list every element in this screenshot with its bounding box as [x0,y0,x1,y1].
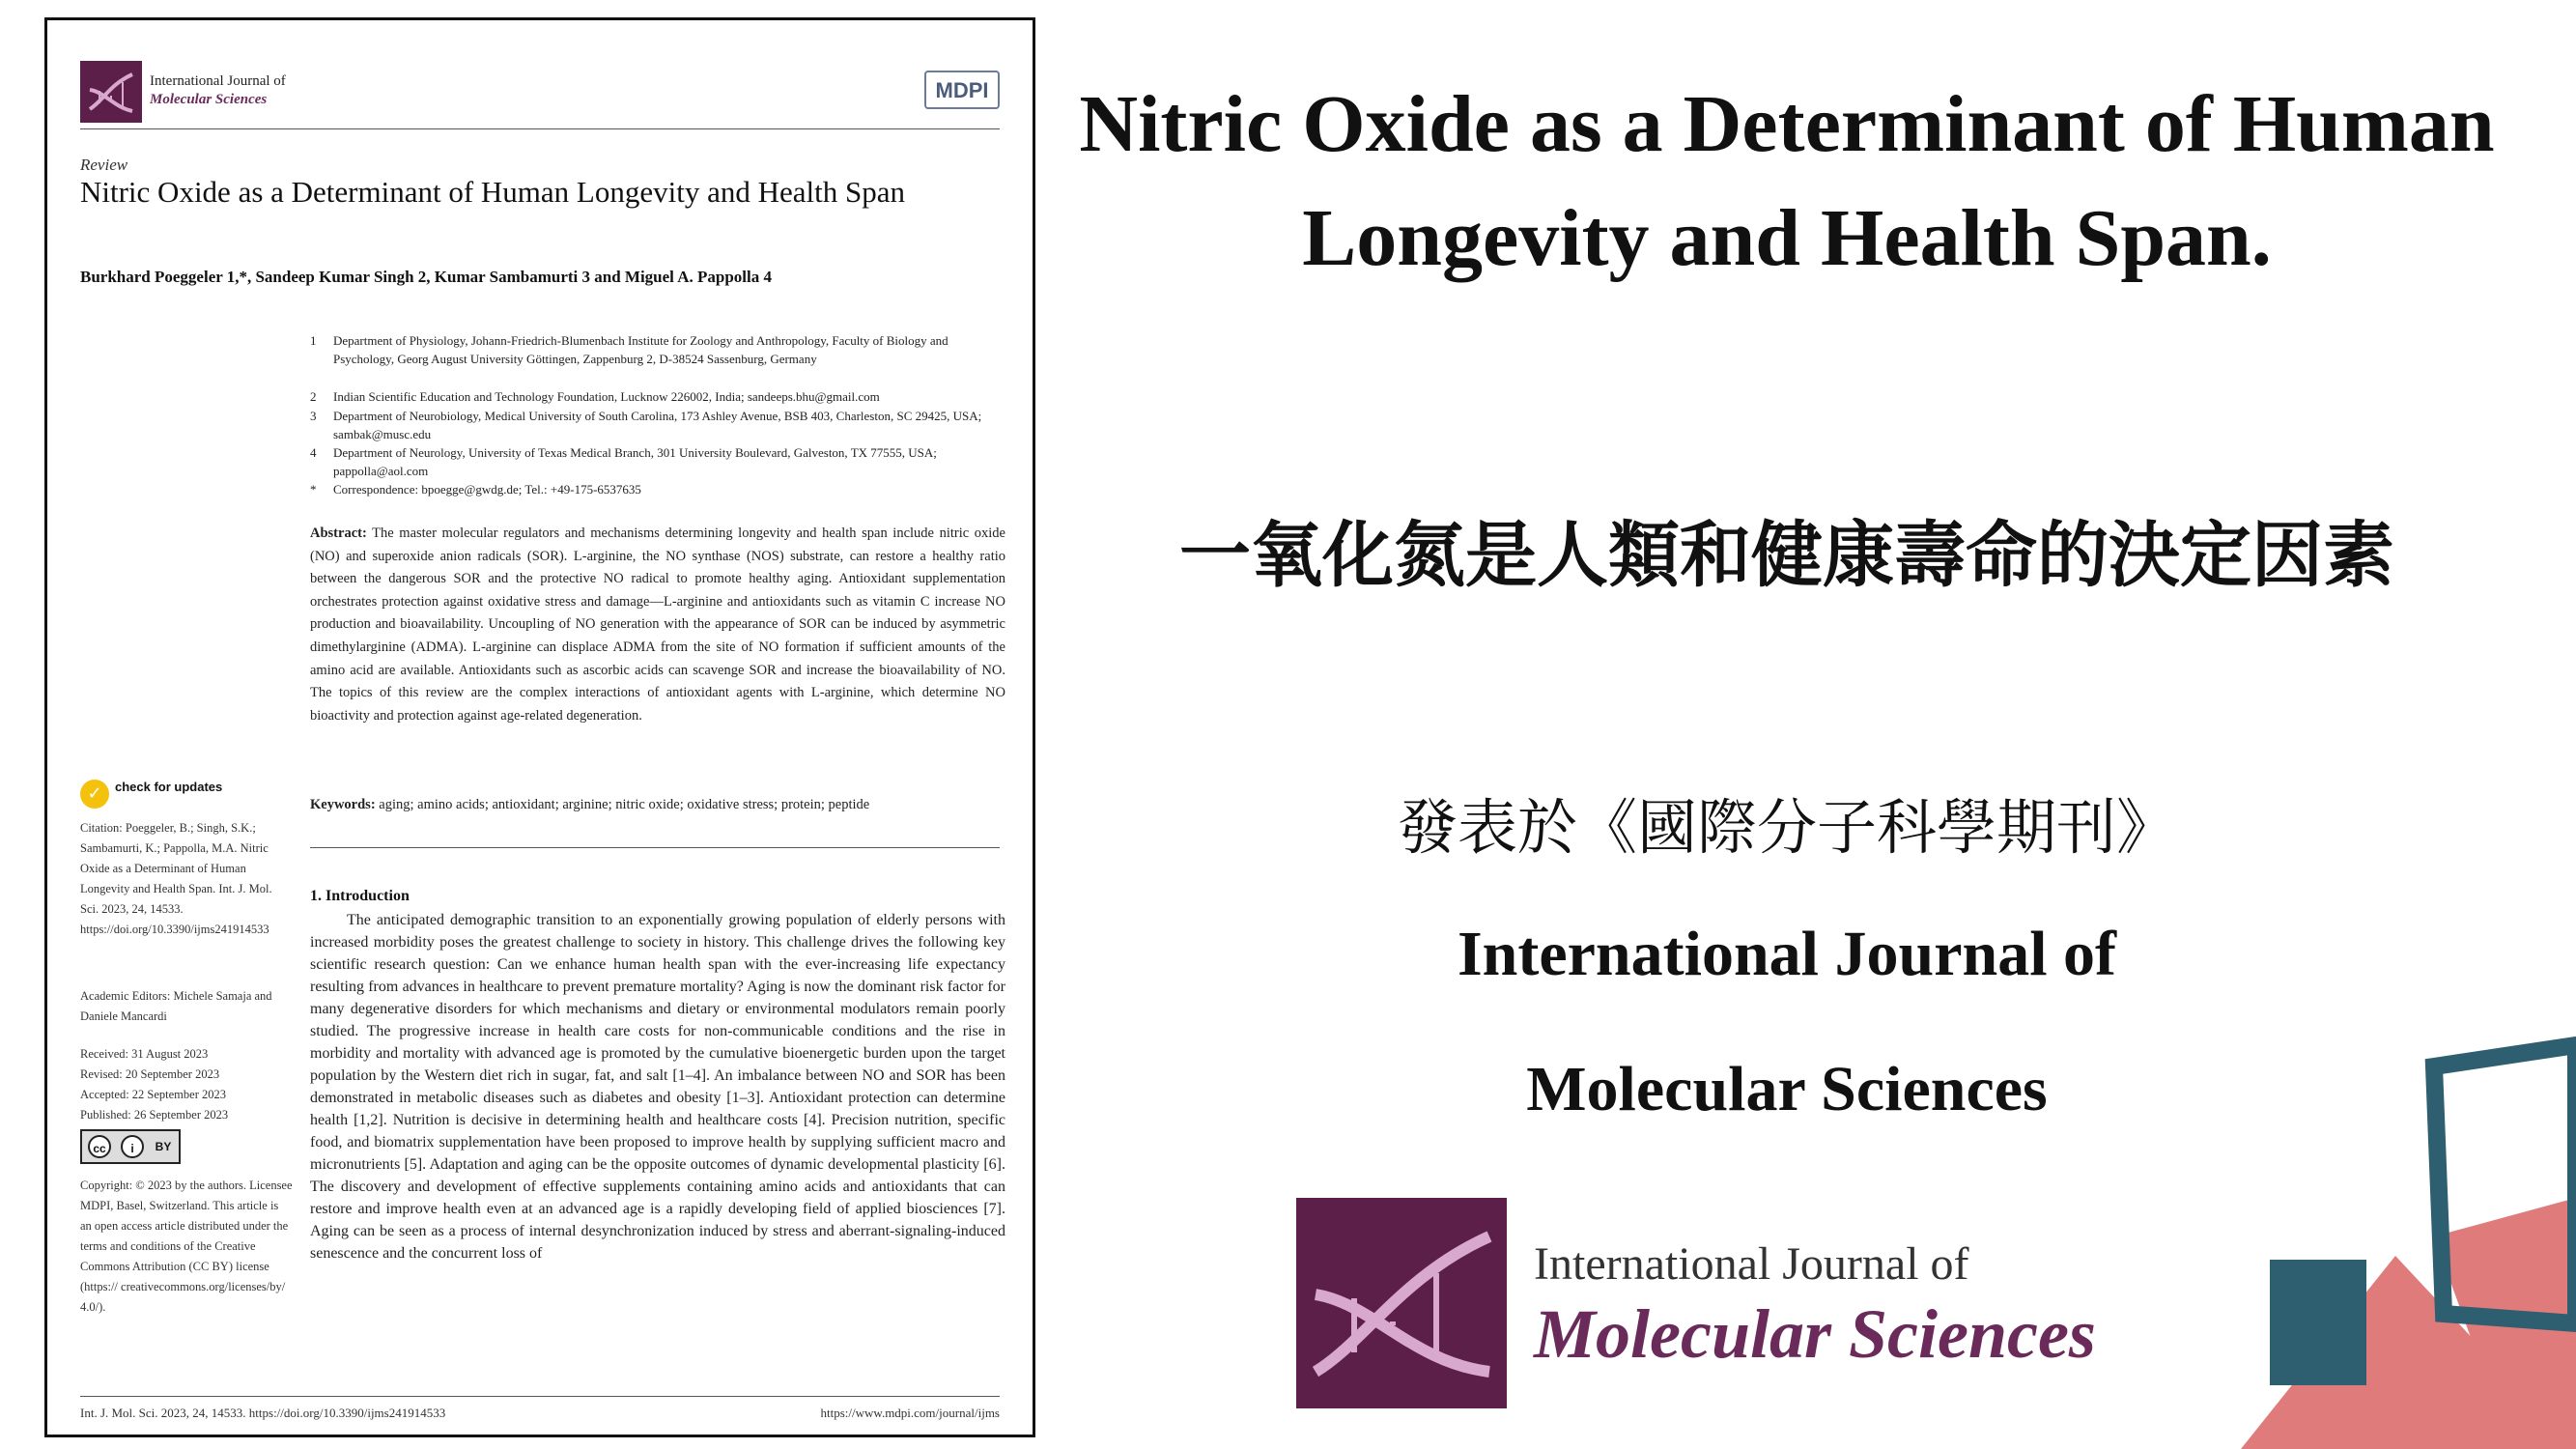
slide-journal-line2: Molecular Sciences [1526,1054,2048,1124]
journal-logo-icon [1296,1198,1507,1408]
keywords-label: Keywords: [310,797,376,812]
published-date: Published: 26 September 2023 [80,1108,229,1122]
dna-logo-icon [80,61,142,123]
journal-logo-line1: International Journal of [1534,1238,1969,1290]
journal-logo-text [1534,1236,2229,1376]
mdpi-logo: MDPI [924,71,1000,109]
revised-date: Revised: 20 September 2023 [80,1067,220,1081]
attribution-icon: i [121,1135,144,1158]
intro-text: The anticipated demographic transition to an exponentially growing population of elderly persons with increased morbidity poses the greatest challenge to society in history. This challenge drives the following key scientific research question: Can we enhance human health span with the ever-increasing life expectancy resulting from advances in healthcare to prevent premature mortality? Aging is now the dominant risk factor for many degenerative disorders for which mechanisms and dietary or environmental modulators remain poorly studied. The progressive increase in health care costs for non-communicable conditions and the rise in morbidity and mortality with advanced age is promoted by the cumulative bioenergetic burden upon the target population by the Western diet rich in sugar, fat, and salt [1–4]. An imbalance between NO and SOR has been demonstrated in metabolic diseases such as diabetes and obesity [1–3]. Antioxidant protection can determine health [1,2]. Nutrition is decisive in determining health and healthcare costs [4]. Precision nutrition, specific food, and biomatrix supplementation have been proposed to improve health by supplying sufficient macro and micronutrients [5]. Adaptation and aging can be the opposite outcomes of dynamic developmental plasticity [6]. The discovery and development of effective supplements containing amino acids and antioxidants that can restore and improve health even at an advanced age is a rapidly developing field of applied biosciences [7]. Aging can be seen as a process of internal desynchronization induced by stress and aberrant-signaling-induced senescence and the concurrent loss of [310,912,1005,1262]
checkmark-icon: ✓ [80,780,109,809]
footer-divider [80,1396,1000,1397]
journal-name-line1: International Journal of [150,73,286,89]
keywords [310,797,1005,813]
teal-square-shape [2270,1260,2366,1385]
cc-icon: cc [88,1135,111,1158]
slide-title-zh: 一氧化氮是人類和健康壽命的決定因素 [1179,514,2394,597]
academic-editors: Academic Editors: Michele Samaja and Daniele Mancardi [80,989,272,1023]
cc-by-license-badge[interactable] [80,1129,181,1164]
citation: Citation: Poeggeler, B.; Singh, S.K.; Sambamurti, K.; Pappolla, M.A. Nitric Oxide as a Determinant of Human Longevity and Health Span. Int. J. Mol. Sci. 2023, 24, 14533. https://doi.org/10.3390/ijms241914533 [80,821,272,936]
published-in-zh: 發表於《國際分子科學期刊》 [1397,792,2176,863]
abstract-text: The master molecular regulators and mechanisms determining longevity and health span include nitric oxide (NO) and superoxide anion radicals (SOR). L-arginine, the NO synthase (NOS) substrate, can restore a healthy ratio between the dangerous SOR and the protective NO radical to promote healthy aging. Antioxidant supplementation orchestrates protection against oxidative stress and damage—L-arginine and antioxidants such as vitamin C increase NO production and bioavailability. Uncoupling of NO generation with the appearance of SOR can be induced by asymmetric dimethylarginine (ADMA). L-arginine can displace ADMA from the site of NO formation if sufficient amounts of the amino acid are available. Antioxidants such as ascorbic acids can scavenge SOR and increase the bioavailability of NO. The topics of this review are the complex interactions of antioxidant agents with L-arginine, which determine NO bioactivity and protection against age-related degeneration. [310,526,1005,724]
cc-by-label: BY [155,1140,172,1153]
footer-url[interactable]: https://www.mdpi.com/journal/ijms [820,1406,1000,1420]
decorative-shapes [2241,1024,2576,1449]
abstract-label: Abstract: [310,526,367,541]
copyright: Copyright: © 2023 by the authors. Licensee MDPI, Basel, Switzerland. This article is an open access article distributed under the terms and conditions of the Creative Commons Attribution (CC BY) license (https:// creativecommons.org/licenses/by/ 4.0/). [80,1179,293,1314]
check-for-updates-label: check for updates [115,780,223,794]
header-divider [80,128,1000,129]
journal-logo-line2: Molecular Sciences [1534,1295,2096,1373]
paper-authors: Burkhard Poeggeler 1,*, Sandeep Kumar Singh 2, Kumar Sambamurti 3 and Miguel A. Pappolla 4 [80,268,772,286]
journal-name-line2: Molecular Sciences [150,92,268,107]
paper-title: Nitric Oxide as a Determinant of Human Longevity and Health Span [80,175,905,209]
keywords-divider [310,847,1000,848]
slide-journal-line1: International Journal of [1457,919,2117,989]
keywords-text: aging; amino acids; antioxidant; arginine; nitric oxide; oxidative stress; protein; peptide [379,797,870,812]
journal-name [150,72,286,109]
slide-title-en: Nitric Oxide as a Determinant of Human Longevity and Health Span. [1079,79,2495,283]
intro-heading: 1. Introduction [310,888,410,904]
abstract [310,523,1005,727]
article-type: Review [80,156,128,174]
footer-citation: Int. J. Mol. Sci. 2023, 24, 14533. https://doi.org/10.3390/ijms241914533 [80,1406,446,1420]
received-date: Received: 31 August 2023 [80,1047,209,1061]
accepted-date: Accepted: 22 September 2023 [80,1088,226,1101]
paper-first-page: International Journal of Molecular Sciences MDPI Review Nitric Oxide as a Determinant of Human Longevity and Health Span Burkhard Poeggeler 1,*, Sandeep Kumar Singh 2, Kumar Sambamurti 3 and Miguel A. Pappolla 4 1 Department of Physiology, Johann-Friedrich-Blumenbach Institute for Zoology and Anthropology, Faculty of Biology and Psychology, Georg August University Göttingen, Zappenburg 2, D-38524 Sassenburg, Germany 2 Indian Scientific Education and Technology Foundation, Lucknow 226002, India; sandeeps.bhu@gmail.com 3 Department of Neurobiology, Medical University of South Carolina, 173 Ashley Avenue, BSB 403, Charleston, SC 29425, USA; sambak@musc.edu 4 Department of Neurology, University of Texas Medical Branch, 301 University Boulevard, Galveston, TX 77555, USA; pappolla@aol.com * Correspondence: bpoegge@gwdg.de; Tel.: +49-175-6537635 Abstract: The master molecular regulators and mechanisms determining longevity and health span include nitric oxide (NO) and superoxide anion radicals (SOR). L-arginine, the NO synthase (NOS) substrate, can restore a healthy ratio between the dangerous SOR and the protective NO radical to promote healthy aging. Antioxidant supplementation orchestrates protection against oxidative stress and damage—L-arginine and antioxidants such as vitamin C increase NO production and bioavailability. Uncoupling of NO generation with the appearance of SOR can be induced by asymmetric dimethylarginine (ADMA). L-arginine can displace ADMA from the site of NO formation if sufficient amounts of the amino acid are available. Antioxidants such as ascorbic acids can scavenge SOR and increase the bioavailability of NO. The topics of this review are the complex interactions of antioxidant agents with L-arginine, which determine NO bioactivity and protection against age-related degeneration. Keywords: aging; amino acids; antioxidant; arginine; nitric oxide; oxidative stress; protein; peptide 1. Introduction The anticipated demographic transition to an exponentially growing population of elderly persons with increased morbidity poses the greatest challenge to society in history. This challenge drives the following key scientific research question: Can we enhance human health span with the ever-increasing life expectancy resulting from advances in healthcare to prevent premature mortality? Aging is now the dominant risk factor for many degenerative disorders for which mechanisms and dietary or environmental modulators remain poorly studied. The progressive increase in health care costs for non-communicable conditions and the rise in morbidity and mortality with advanced age is promoted by the cumulative bioenergetic burden upon the target population by the Western diet rich in sugar, fat, and salt [1–4]. An imbalance between NO and SOR has been demonstrated in metabolic diseases such as diabetes and obesity [1–3]. Antioxidant protection can determine health [1,2]. Nutrition is decisive in determining health and healthcare costs [4]. Precision nutrition, specific food, and biomatrix supplementation have been proposed to improve health by supplying sufficient macro and micronutrients [5]. Adaptation and aging can be the opposite outcomes of dynamic developmental plasticity [6]. The discovery and development of effective supplements containing amino acids and antioxidants that can restore and improve health even at an advanced age is a rapidly developing field of applied biosciences [7]. Aging can be seen as a process of internal desynchronization induced by stress and aberrant-signaling-induced senescence and the concurrent loss of ✓ check for updates Citation: Poeggeler, B.; Singh, S.K.; Sambamurti, K.; Pappolla, M.A. Nitric Oxide as a Determinant of Human Longevity and Health Span. Int. J. Mol. Sci. 2023, 24, 14533. https://doi.org/10.3390/ijms241914533 Academic Editors: Michele Samaja and Daniele Mancardi Received: 31 August 2023 Revised: 20 September 2023 Accepted: 22 September 2023 Published: 26 September 2023 cc i BY Copyright: © 2023 by the authors. Licensee MDPI, Basel, Switzerland. This article is an open access article distributed under the terms and conditions of the Creative Commons Attribution (CC BY) license (https:// creativecommons.org/licenses/by/ 4.0/). Int. J. Mol. Sci. 2023, 24, 14533. https://doi.org/10.3390/ijms241914533 https://www.mdpi.com/journal/ijms [44,17,1035,1437]
